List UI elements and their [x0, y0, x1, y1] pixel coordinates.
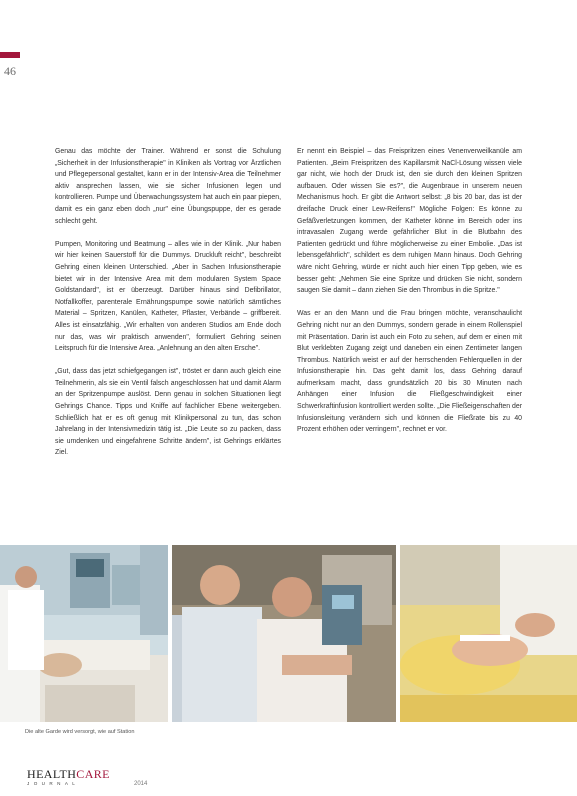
paragraph: „Gut, dass das jetzt schiefgegangen ist", tröstet er dann auch gleich eine Teilnehmerin, als sie ein Ventil falsch angeschlossen hat und damit Alarm an der Spritzenpumpe auslöst. Denn genau in solchen Situationen liegt Gehrings Chance. Tipps und Kniffe auf fachlicher Ebene weitergeben. Schließlich hat er es oft genug mit Klinikpersonal zu tun, das schon Jahrelang in der Intensivmedizin tätig ist. „Die Leute so zu packen, dass sie umdenken und eingefahrene Schritte ändern", ist Gehrings erklärtes Ziel. [55, 368, 281, 457]
photo-caption: Die alte Garde wird versorgt, wie auf Station [25, 729, 135, 735]
photo-trainers-at-pump [172, 545, 396, 722]
page-accent-bar [0, 52, 20, 58]
paragraph: Pumpen, Monitoring und Beatmung – alles wie in der Klinik. „Nur haben wir hier keinen Sauerstoff für die Dummys. Druckluft reicht", beschreibt Gehring einen kleinen Unterschied. „Aber in Sachen Infusionstherapie bietet wir in der Intensive Area mit dem modularen System Space Goldstandard", ist er überzeugt. Darüber hinaus sind Defibrillator, Notfallkoffer, parenterale Ernährungspumpe sowie natürlich sämtliches Material – Spritzen, Kanülen, Katheter, Pflaster, Verbände – griffbereit. Alles ist einsatzfähig. „Wir erhalten von anderen Studios am Ende doch nur das, was wir praktisch anwenden", formuliert Gehring seinen Leitspruch für die Intensive Area. „Anlehnung an den alten Ersche". [55, 240, 281, 353]
article-column-left [55, 146, 281, 471]
photo-iv-placement [400, 545, 577, 722]
article-column-right [297, 146, 522, 447]
page-number: 46 [4, 64, 16, 78]
brand-subtitle: JOURNAL [27, 781, 80, 786]
brand-name-part1: HEALTH [27, 767, 77, 781]
paragraph: Er nennt ein Beispiel – das Freispritzen eines Venenverweilkanüle am Patienten. „Beim Freispritzen des Kapillarsmit NaCl-Lösung wissen viele gar nicht, wie hoch der Druck ist, den sie durch den kleinen Spritzen aufbauen. Oder wissen Sie es?", die Augenbraue in unserem neuen Mechanismus hoch. Er gibt die Antwort selbst: „8 bis 20 bar, das ist der dreifache Druck einer Lew-Reifens!" Mögliche Folgen: Es könne zu Gefäßverletzungen kommen, der Katheter könne im Bereich oder ins intravasalen Zugang werde gefährlicher Blut in die Blutbahn des Patienten gedrückt und führe möglicherweise zu einer Embolie. „Das ist lebensgefährlich", schildert es dem ruhigen Mann hinaus. Doch Gehring wäre nicht Gehring, würde er nicht auch hier einen Tipp geben, wie es besser geht: „Nehmen Sie eine Spritze und drücken Sie nicht, sondern saugen Sie damit – dann ziehen Sie den Thrombus in die Spritze." [297, 148, 522, 295]
paragraph: Genau das möchte der Trainer. Während er sonst die Schulung „Sicherheit in der Infusionstherapie" in Kliniken als Vortrag vor Ärztlichen und Pflegepersonal gestaltet, kann er in der Intensiv-Area die Teilnehmer aktiv ansprechen lassen, wie sie sicher Infusionen legen und kontrollieren. Pumpe und Überwachungssystem hat auch ein paar piepen, damit es ein ganz eben doch „nur" eine Übungspuppe, der es gerade schlecht geht. [55, 148, 281, 225]
brand-name-part2: CARE [76, 767, 110, 781]
photo-strip [0, 545, 577, 722]
brand-logo [27, 768, 110, 786]
issue-label: 2014 [134, 781, 148, 787]
photo-intensive-care-room [0, 545, 168, 722]
paragraph: Was er an den Mann und die Frau bringen möchte, veranschaulicht Gehring nicht nur an den Dummys, sondern gerade in einem Rollenspiel mit Präsentation. Darin ist auch ein Foto zu sehen, auf dem er einen mit Blut verklebten Zugang zeigt und daneben ein einen Zentimeter langen Thrombus. Natürlich weist er auf der herrschenden Fehlerquellen in der Infusionstherapie hin. Das geht damit los, dass Gehring darauf aufmerksam macht, dass grundsätzlich 20 bis 30 Minuten nach Anhängen einer Infusion die Fließgeschwindigkeit einer Schwerkraftinfusion kontrolliert werden sollte. „Die Fließeigenschaften der Infusionsleitung verändern sich und können die Fließrate bis zu 40 Prozent erhöhen oder verringern", rechnet er vor. [297, 310, 522, 434]
